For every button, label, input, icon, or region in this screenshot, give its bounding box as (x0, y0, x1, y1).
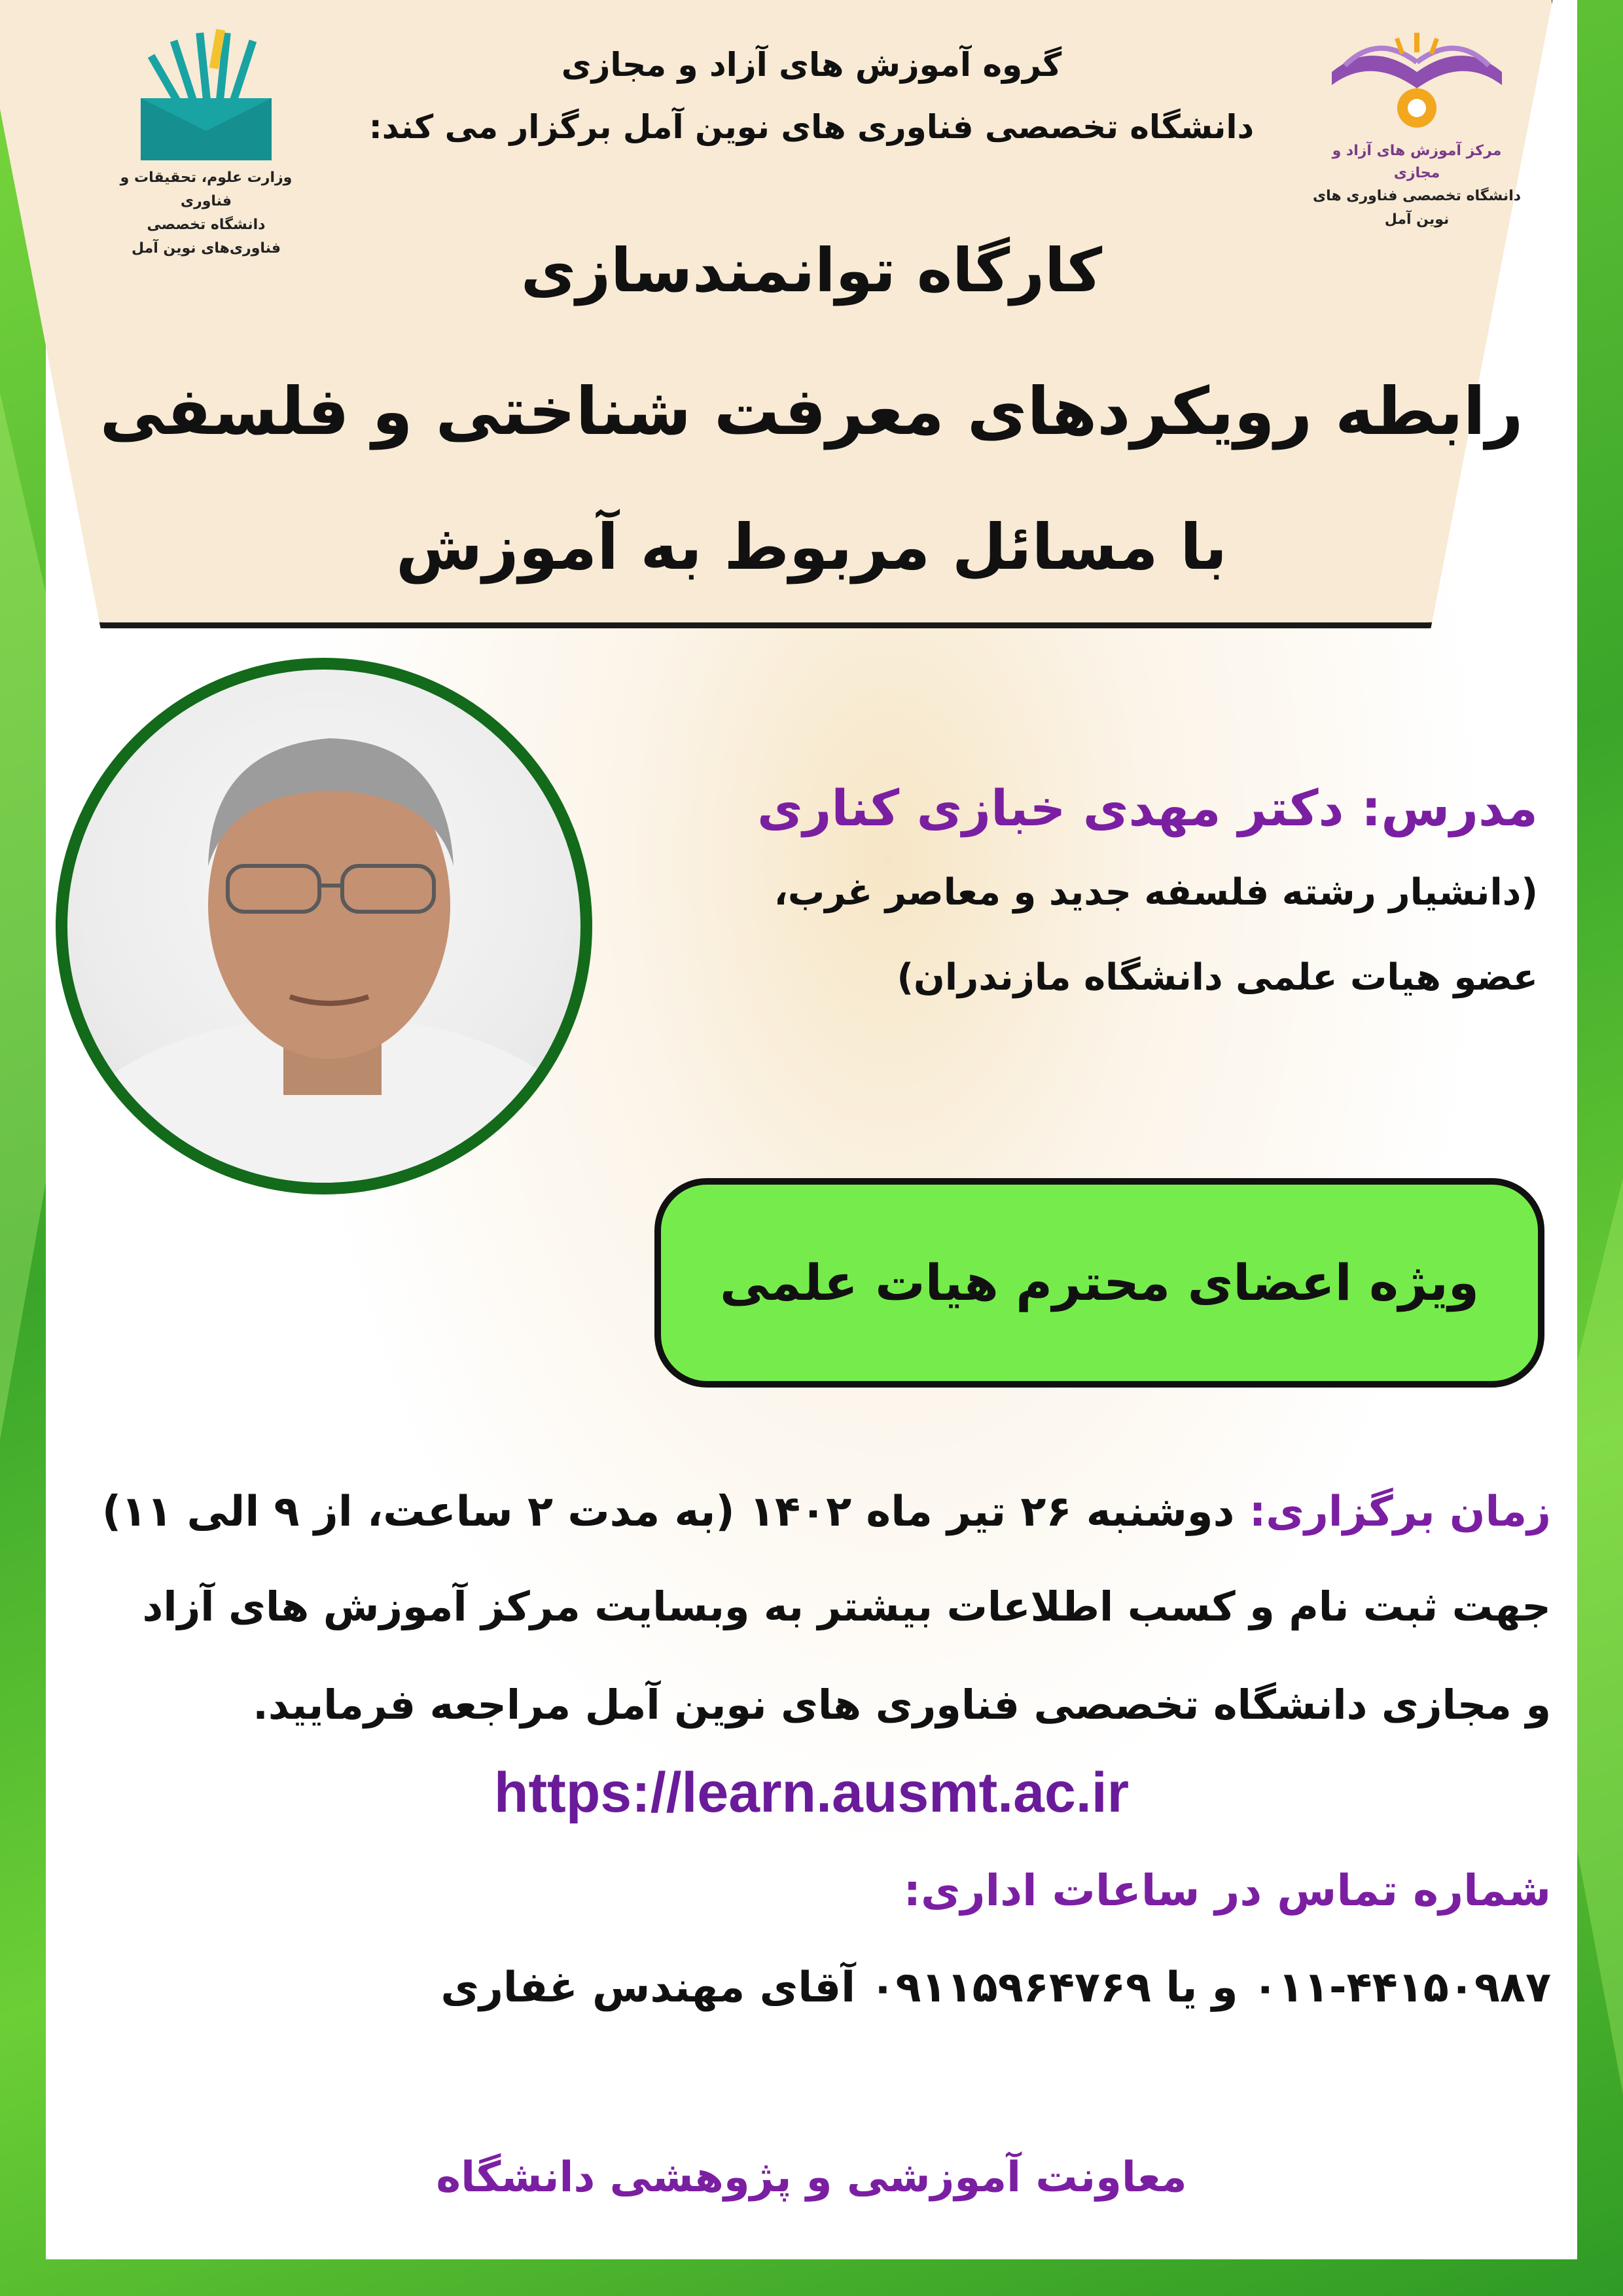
university-emblem-icon (134, 26, 278, 164)
contact-label: شماره تماس در ساعات اداری: (903, 1865, 1551, 1916)
instructor-portrait-icon (67, 670, 580, 1183)
event-time-value: دوشنبه ۲۶ تیر ماه ۱۴۰۲ (به مدت ۲ ساعت، از ۹ الی ۱۱) (101, 1488, 1235, 1536)
instructor-photo (56, 658, 592, 1194)
center-logo-caption-2: دانشگاه تخصصی فناوری های نوین آمل (1312, 188, 1522, 228)
registration-line-2: و مجازی دانشگاه تخصصی فناوری های نوین آمل مراجعه فرمایید. (253, 1681, 1551, 1729)
contact-phone: ۰۱۱-۴۴۱۵۰۹۸۷ و یا ۰۹۱۱۵۹۶۴۷۶۹ آقای مهندس غفاری (440, 1964, 1551, 2012)
university-logo-caption-2: دانشگاه تخصصی فناوری‌های نوین آمل (131, 217, 281, 257)
center-logo-caption-1: مرکز آموزش های آزاد و مجازی (1332, 143, 1502, 181)
center-emblem-icon (1319, 26, 1515, 137)
university-logo (111, 26, 301, 288)
instructor-info (622, 779, 1538, 1020)
organizer-line-2: دانشگاه تخصصی فناوری های نوین آمل برگزار می کند: (368, 108, 1255, 146)
organizer-line-1: گروه آموزش های آزاد و مجازی (561, 46, 1062, 84)
event-details (46, 1466, 1551, 1754)
instructor-description (622, 850, 1538, 1020)
instructor-desc-line-1: (دانشیار رشته فلسفه جدید و معاصر غرب، (774, 871, 1538, 914)
event-time (46, 1466, 1551, 1558)
university-logo-caption-1: وزارت علوم، تحقیقات و فناوری (120, 170, 293, 209)
instructor-label: مدرس: (1361, 779, 1538, 837)
registration-line-1: جهت ثبت نام و کسب اطلاعات بیشتر به وبسایت مرکز آموزش های آزاد (142, 1583, 1551, 1630)
instructor-name: دکتر مهدی خبازی کناری (757, 779, 1344, 837)
audience-badge: ویژه اعضای محترم هیات علمی (654, 1178, 1544, 1388)
event-time-label: زمان برگزاری: (1249, 1488, 1551, 1536)
workshop-title-line-1: کارگاه توانمندسازی (520, 236, 1103, 306)
footer-text: معاونت آموزشی و پژوهشی دانشگاه (436, 2153, 1187, 2202)
workshop-title-line-2: رابطه رویکردهای معرفت شناختی و فلسفی (99, 373, 1524, 450)
instructor-desc-line-2: عضو هیات علمی دانشگاه مازندران) (897, 956, 1538, 999)
center-logo (1309, 26, 1525, 249)
workshop-title-line-3: با مسائل مربوط به آموزش (395, 511, 1228, 584)
website-link[interactable]: https://learn.ausmt.ac.ir (493, 1761, 1130, 1824)
instructor-name-row (622, 779, 1538, 837)
